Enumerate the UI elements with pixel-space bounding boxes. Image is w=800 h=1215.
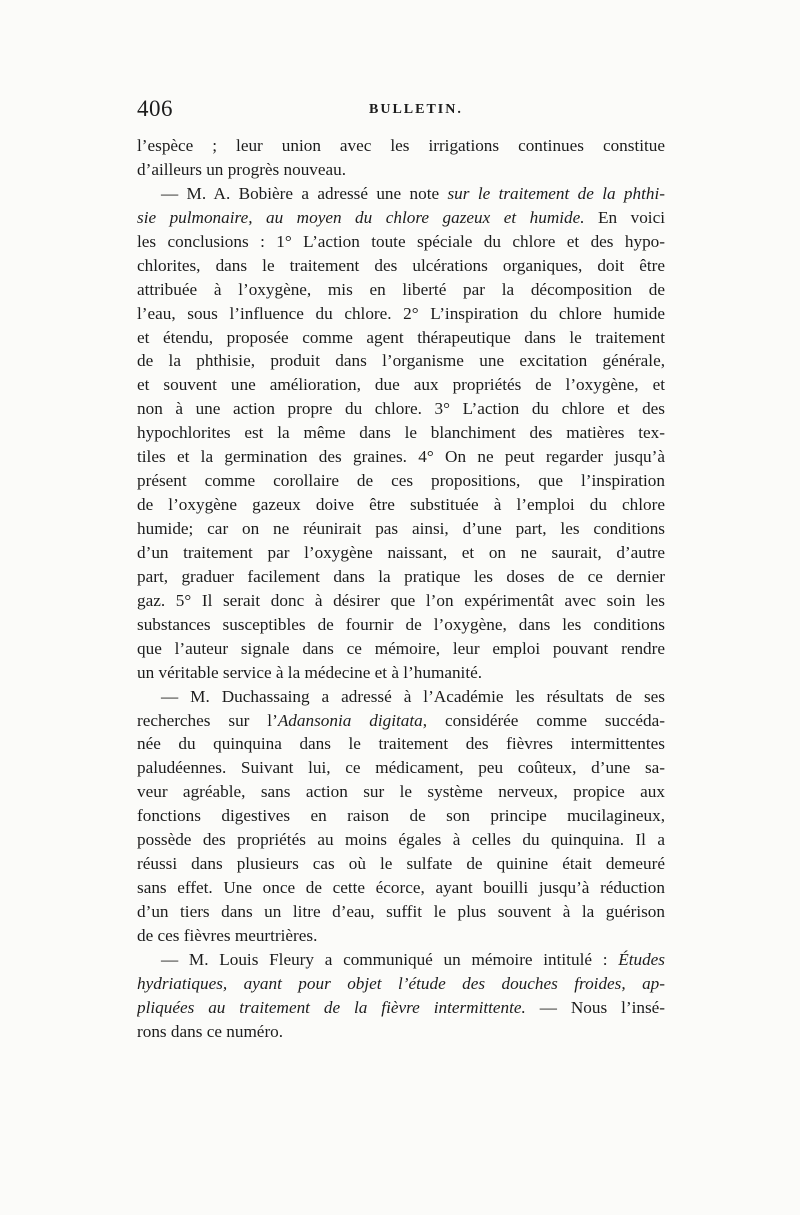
- text-line: [137, 876, 665, 900]
- text-segment: réussi dans plusieurs cas où le sulfate de quinine était demeuré: [137, 854, 665, 874]
- text-line: [137, 254, 665, 278]
- text-line: [137, 302, 665, 326]
- text-line: [137, 541, 665, 565]
- text-segment: présent comme corollaire de ces propositions, que l’inspiration: [137, 471, 665, 491]
- text-line: [137, 493, 665, 517]
- text-segment: tiles et la germination des graines. 4° On ne peut regarder jusqu’à: [137, 447, 665, 467]
- text-segment: — Nous l’insé-: [525, 997, 665, 1017]
- text-segment: part, graduer facilement dans la pratique les doses de ce dernier: [137, 566, 665, 586]
- page-header: [137, 96, 667, 126]
- text-segment: , considérée comme succéda-: [422, 710, 665, 730]
- text-line: [137, 732, 665, 756]
- text-segment: hypochlorites est la même dans le blanchiment des matières tex-: [137, 423, 665, 443]
- text-line: [137, 852, 665, 876]
- text-line: [137, 685, 665, 709]
- text-line: [137, 206, 665, 230]
- text-segment: d’un tiers dans un litre d’eau, suffit le plus souvent à la guérison: [137, 902, 665, 921]
- page-number: 406: [137, 96, 173, 121]
- text-line: [137, 661, 665, 685]
- text-segment: — M. A. Bobière a adressé une note: [161, 183, 448, 203]
- text-segment: l’eau, sous l’influence du chlore. 2° L’inspiration du chlore humide: [137, 303, 665, 323]
- text-line: [137, 278, 665, 302]
- text-segment: — M. Louis Fleury a communiqué un mémoire intitulé :: [161, 949, 619, 969]
- italic-text: hydriatiques, ayant pour objet l’étude des douches froides, ap-: [137, 973, 665, 993]
- text-line: [137, 709, 665, 733]
- text-line: [137, 469, 665, 493]
- text-line: [137, 924, 665, 948]
- text-segment: et étendu, proposée comme agent thérapeutique dans le traitement: [137, 327, 665, 347]
- text-segment: — M. Duchassaing a adressé à l’Académie les résultats de ses: [161, 686, 665, 706]
- text-segment: gaz. 5° Il serait donc à désirer que l’on expérimentât avec soin les: [137, 590, 665, 610]
- text-line: [137, 445, 665, 469]
- italic-text: pliquées au traitement de la fièvre intermittente.: [137, 997, 526, 1017]
- text-segment: humide; car on ne réunirait pas ainsi, d’une part, les conditions: [137, 519, 665, 538]
- text-line: [137, 373, 665, 397]
- text-line: [137, 900, 665, 924]
- text-segment: de l’oxygène gazeux doive être substituée à l’emploi du chlore: [137, 495, 665, 515]
- text-line: [137, 397, 665, 421]
- text-segment: de ces fièvres meurtrières.: [137, 925, 318, 945]
- text-segment: recherches sur l’: [137, 710, 278, 730]
- text-line: [137, 517, 665, 541]
- text-segment: rons dans ce numéro.: [137, 1021, 284, 1041]
- text-segment: un véritable service à la médecine et à l’humanité.: [137, 662, 483, 682]
- text-line: [137, 326, 665, 350]
- text-line: [137, 756, 665, 780]
- text-segment: née du quinquina dans le traitement des fièvres intermittentes: [137, 734, 665, 754]
- text-line: [137, 349, 665, 373]
- text-segment: l’espèce ; leur union avec les irrigations continues constitue: [137, 136, 665, 155]
- text-segment: d’un traitement par l’oxygène naissant, et on ne saurait, d’autre: [137, 542, 665, 562]
- text-segment: de la phthisie, produit dans l’organisme une excitation générale,: [137, 351, 665, 371]
- running-head: BULLETIN.: [369, 102, 463, 117]
- text-segment: fonctions digestives en raison de son principe mucilagineux,: [137, 806, 665, 826]
- text-line: [137, 996, 665, 1020]
- text-segment: d’ailleurs un progrès nouveau.: [137, 159, 347, 179]
- text-segment: possède des propriétés au moins égales à celles du quinquina. Il a: [137, 830, 665, 850]
- text-line: [137, 421, 665, 445]
- italic-text: sur le traitement de la phthi-: [447, 183, 665, 203]
- italic-text: sie pulmonaire, au moyen du chlore gazeux et humide.: [137, 207, 585, 227]
- text-segment: paludéennes. Suivant lui, ce médicament, peu coûteux, d’une sa-: [137, 758, 665, 778]
- text-segment: sans effet. Une once de cette écorce, ayant bouilli jusqu’à réduction: [137, 878, 665, 898]
- text-line: [137, 230, 665, 254]
- text-segment: et souvent une amélioration, due aux propriétés de l’oxygène, et: [137, 375, 665, 395]
- text-line: [137, 948, 665, 972]
- text-segment: non à une action propre du chlore. 3° L’action du chlore et des: [137, 399, 665, 419]
- text-line: [137, 828, 665, 852]
- text-line: [137, 780, 665, 804]
- text-line: [137, 158, 665, 182]
- text-line: [137, 565, 665, 589]
- text-line: [137, 589, 665, 613]
- text-segment: chlorites, dans le traitement des ulcérations organiques, doit être: [137, 255, 665, 275]
- text-segment: attribuée à l’oxygène, mis en liberté par la décomposition de: [137, 279, 665, 299]
- italic-text: Études: [618, 949, 665, 969]
- text-segment: En voici: [584, 207, 665, 227]
- body-text: [137, 134, 665, 1044]
- text-line: [137, 1020, 665, 1044]
- italic-text: Adansonia digitata: [277, 710, 423, 730]
- text-line: [137, 134, 665, 158]
- text-segment: substances susceptibles de fournir de l’oxygène, dans les conditions: [137, 614, 665, 634]
- text-segment: veur agréable, sans action sur le système nerveux, propice aux: [137, 782, 665, 802]
- text-line: [137, 804, 665, 828]
- text-line: [137, 613, 665, 637]
- text-segment: les conclusions : 1° L’action toute spéciale du chlore et des hypo-: [137, 231, 665, 251]
- text-segment: que l’auteur signale dans ce mémoire, leur emploi pouvant rendre: [137, 638, 665, 658]
- text-line: [137, 182, 665, 206]
- text-line: [137, 637, 665, 661]
- text-line: [137, 972, 665, 996]
